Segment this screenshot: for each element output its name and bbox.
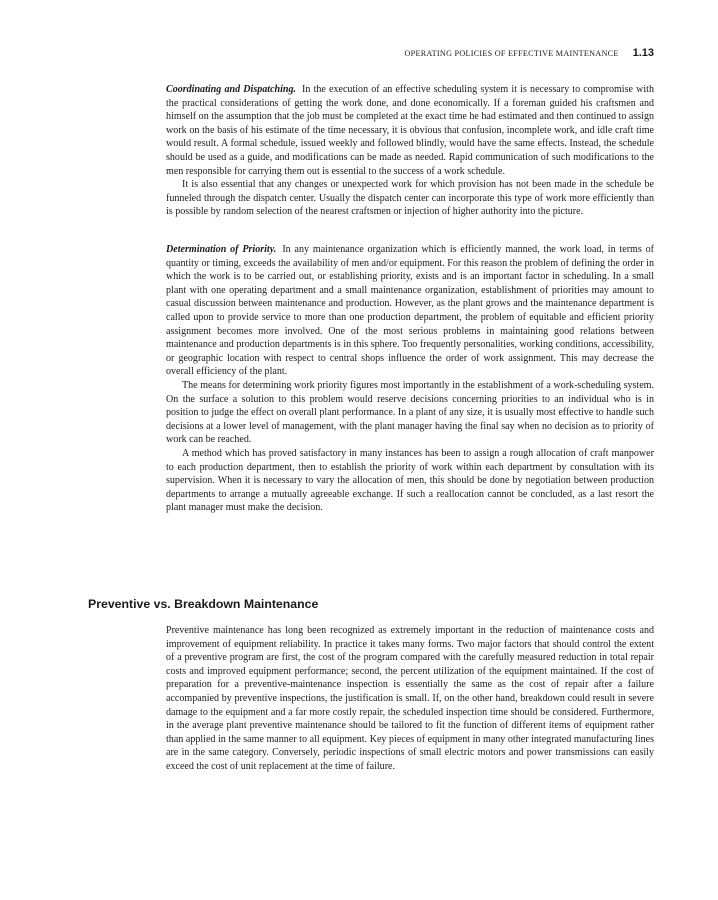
- coordinating-heading: Coordinating and Dispatching.: [166, 84, 297, 95]
- priority-text-1: In any maintenance organization which is efficiently manned, the work load, in terms of quantity or timing, exceeds the availability of men and/or equipment. For this reason the problem of defining the order in which the work is to be carried out, or establishing priority, exists and is an important factor in scheduling. In a small plant with one operating department and a small maintenance organization, establishment of priorities may amount to casual discussion between maintenance and production. However, as the plant grows and the maintenance department is called upon to provide service to more than one production department, the problem of equitable and efficient priority assignment becomes more involved. One of the most serious problems in maintaining good relations between maintenance and production departments is in this sphere. Too frequently personalities, working conditions, accessibility, or geographic location with respect to central shops influence the order of work assignment. This may decrease the overall efficiency of the plant.: [166, 244, 655, 378]
- coordinating-paragraph-2: It is also essential that any changes or unexpected work for which provision has not been made in the schedule be funneled through the dispatch center. Usually the dispatch center can incorporate this type of work more efficiently than is possible by random selection of the nearest craftsmen or injection of higher authority into the picture.: [166, 179, 654, 218]
- coordinating-paragraph-1: [166, 83, 654, 178]
- priority-paragraph-3: A method which has proved satisfactory in many instances has been to assign a rough allocation of craft manpower to each production department, then to establish the priority of work within each department by consultation with its supervision. When it is necessary to vary the allocation of men, this should be done by negotiation between production departments to arrange a mutually agreeable exchange. If such a reallocation cannot be concluded, as a last resort the plant manager must make the decision.: [166, 447, 654, 514]
- preventive-block: [166, 624, 654, 774]
- priority-paragraph-2: The means for determining work priority figures most importantly in the establishment of a work-scheduling system. On the surface a solution to this problem would reserve decisions concerning priorities to an individual who is in position to judge the effect on overall plant performance. In a plant of any size, it is usually most effective to handle such decisions at a lower level of management, with the plant manager having the final say when no decision as to priority of work can be reached.: [166, 379, 654, 446]
- coordinating-text-1: In the execution of an effective scheduling system it is necessary to compromise with the practical considerations of getting the work done, and done economically. If a foreman guided his craftsmen and himself on the assumption that the job must be completed at the exact time he had estimated and then continued to assign work on the basis of his estimate of the time necessary, it is obvious that confusion, incomplete work, and idle craft time would result. A formal schedule, issued weekly and followed blindly, would have the same effects. Instead, the schedule should be used as a guide, and modifications can be made as needed. Rapid communication of such modifications to the men responsible for carrying them out is essential to the success of a work schedule.: [166, 84, 654, 177]
- preventive-paragraph-1: Preventive maintenance has long been recognized as extremely important in the reduction of maintenance costs and improvement of equipment reliability. In practice it takes many forms. Two major factors that should control the extent of a preventive program are first, the cost of the program compared with the carefully measured reduction in total repair costs and improved equipment performance; second, the percent utilization of the equipment maintained. If the cost of preparation for a preventive-maintenance inspection is essentially the same as the cost of repair after a failure accompanied by preventive inspections, the justification is small. If, on the other hand, breakdown could result in severe damage to the equipment and a far more costly repair, the scheduled inspection time should be considered. Furthermore, in the average plant preventive maintenance should be tailored to fit the function of different items of equipment rather than applied in the same manner to all equipment. Key pieces of equipment in many other integrated manufacturing lines are in the same category. Conversely, periodic inspections of small electric motors and power transmissions can easily exceed the cost of unit replacement at the time of failure.: [166, 625, 654, 772]
- page-number: 1.13: [632, 47, 654, 59]
- coordinating-dispatching-block: [166, 83, 654, 219]
- priority-heading: Determination of Priority.: [166, 244, 277, 255]
- priority-paragraph-1: [166, 243, 654, 379]
- running-head: [166, 47, 654, 59]
- priority-block: [166, 243, 654, 515]
- section-title: Preventive vs. Breakdown Maintenance: [88, 597, 319, 611]
- running-head-title: OPERATING POLICIES OF EFFECTIVE MAINTENANCE: [404, 49, 619, 58]
